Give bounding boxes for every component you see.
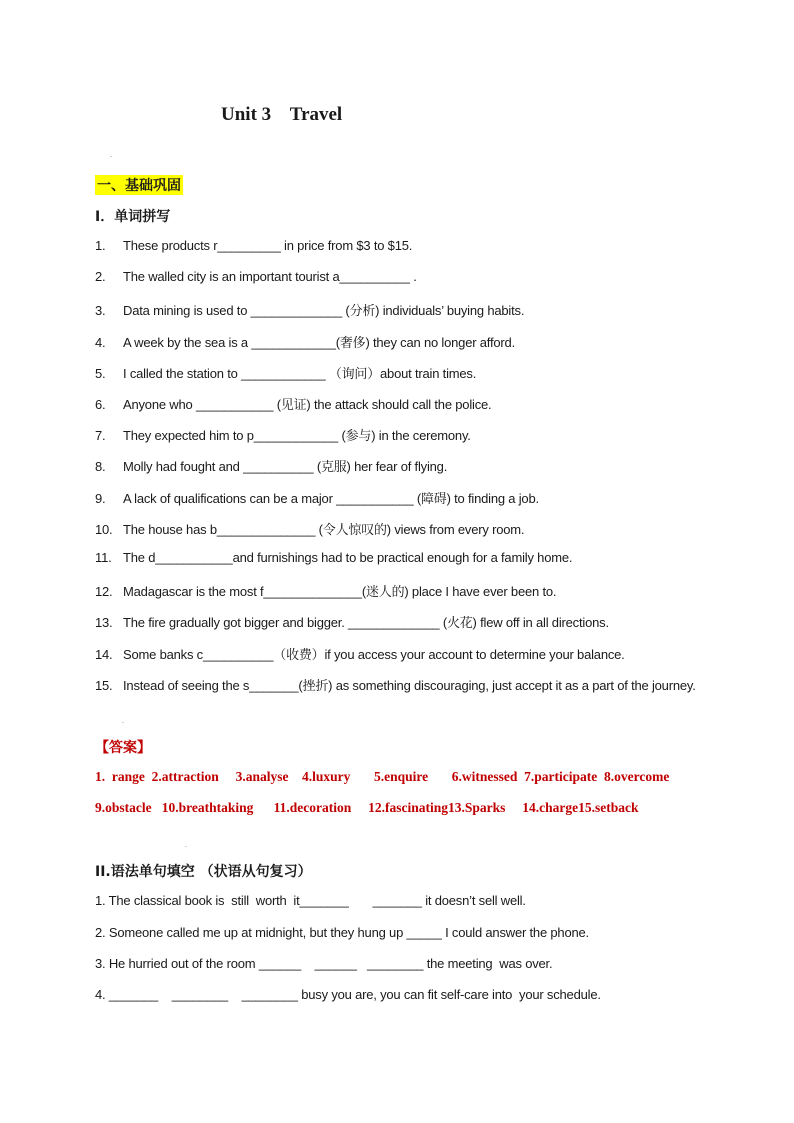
paragraph-mark: .: [185, 840, 187, 849]
list-item: 1. These products r_________ in price from $3 to $15.: [95, 238, 413, 253]
list-item: 10. The house has b______________ (令人惊叹的) views from every room.: [95, 522, 525, 537]
list-item: 3. Data mining is used to _____________ (分析) individuals’ buying habits.: [95, 303, 525, 318]
section-heading: 一、基础巩固: [95, 175, 183, 195]
list-item: 12. Madagascar is the most f______________(迷人的) place I have ever been to.: [95, 584, 557, 599]
list-item: 2. The walled city is an important tourist a__________ .: [95, 269, 417, 284]
list-item: 3. He hurried out of the room ______ ______ ________ the meeting was over.: [95, 956, 553, 971]
list-item: 2. Someone called me up at midnight, but they hung up _____ I could answer the phone.: [95, 925, 589, 940]
answer-line: 1. range 2.attraction 3.analyse 4.luxury 5.enquire 6.witnessed 7.participate 8.overcome: [95, 769, 670, 784]
list-item: 4. A week by the sea is a ____________(奢侈) they can no longer afford.: [95, 335, 515, 350]
part2-heading: II.语法单句填空 （状语从句复习）: [95, 864, 312, 880]
page-title: Unit 3 Travel: [221, 104, 343, 125]
list-item: 4. _______ ________ ________ busy you are, you can fit self-care into your schedule.: [95, 987, 601, 1002]
part1-heading: I．单词拼写: [95, 209, 171, 225]
list-item: 11. The d___________and furnishings had to be practical enough for a family home.: [95, 550, 573, 565]
list-item: 15. Instead of seeing the s_______(挫折) as something discouraging, just accept it as a part of the journey.: [95, 678, 696, 693]
paragraph-mark: .: [110, 150, 112, 159]
answer-line: 9.obstacle 10.breathtaking 11.decoration 12.fascinating13.Sparks 14.charge15.setback: [95, 800, 639, 815]
list-item: 7. They expected him to p____________ (参与) in the ceremony.: [95, 428, 471, 443]
list-item: 8. Molly had fought and __________ (克服) her fear of flying.: [95, 459, 448, 474]
answer-label: 【答案】: [95, 740, 151, 756]
list-item: 1. The classical book is still worth it_______ _______ it doesn’t sell well.: [95, 893, 526, 908]
list-item: 14. Some banks c__________（收费）if you access your account to determine your balance.: [95, 647, 625, 662]
list-item: 6. Anyone who ___________ (见证) the attack should call the police.: [95, 397, 492, 412]
list-item: 9. A lack of qualifications can be a major ___________ (障碍) to finding a job.: [95, 491, 539, 506]
list-item: 5. I called the station to ____________ （询问）about train times.: [95, 366, 477, 381]
list-item: 13. The fire gradually got bigger and bigger. _____________ (火花) flew off in all directions.: [95, 615, 609, 630]
paragraph-mark: .: [122, 716, 124, 725]
